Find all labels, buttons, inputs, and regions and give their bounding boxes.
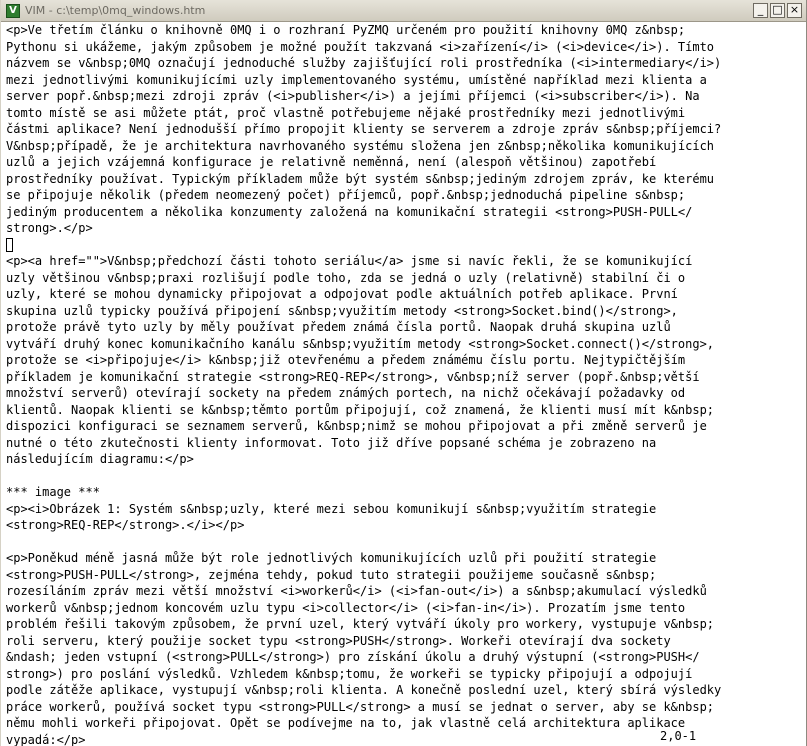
- editor-buffer[interactable]: [6, 22, 803, 746]
- close-button[interactable]: ×: [787, 3, 802, 18]
- text-cursor: [6, 238, 13, 252]
- buffer-text-bottom[interactable]: <p><a href="">V&nbsp;předchozí části tohoto seriálu</a> jsme si navíc řekli, že se komunikující uzly většinou v&nbsp;praxi rozlišují podle toho, zda se jedná o uzly (relativně) stabilní či o uzly, které se mohou dynamicky připojovat a odpojovat podle aktuálních potřeb aplikace. První skupina uzlů typicky používá připojení s&nbsp;využitím metody <strong>Socket.bind()</strong>, protože právě tyto uzly by měly používat předem známá čísla portů. Naopak druhá skupina uzlů vytváří druhý konec komunikačního kanálu s&nbsp;využitím metody <strong>Socket.connect()</strong>, protože se <i>připojuje</i> k&nbsp;již otevřenému a předem známému číslu portu. Nejtypičtějším příkladem je komunikační strategie <strong>REQ-REP</strong>, v&nbsp;níž server (popř.&nbsp;větší množství serverů) otevírají sockety na předem známých portech, na nichž očekávají požadavky od klientů. Naopak klienti se k&nbsp;těmto portům připojují, což znamená, že klienti musí mít k&nbsp; dispozici konfiguraci se seznamem serverů, k&nbsp;nimž se mohou připojovat a při změně serverů je nutné o této zkutečnosti klienty informovat. Toto již dříve popsané schéma je zobrazeno na následujícím diagramu:</p> *** image *** <p><i>Obrázek 1: Systém s&nbsp;uzly, které mezi sebou komunikují s&nbsp;využitím strategie <strong>REQ-REP</strong>.</i></p> <p>Poněkud méně jasná může být role jednotlivých komunikujících uzlů při použití strategie <strong>PUSH-PULL</strong>, zejména tehdy, pokud tuto strategii použijeme současně s&nbsp; rozesíláním zpráv mezi větší množství <i>workerů</i> (<i>fan-out</i>) a s&nbsp;akumulací výsledků workerů v&nbsp;jednom koncovém uzlu typu <i>collector</i> (<i>fan-in</i>). Prozatím jsme tento problém řešili takovým způsobem, že první uzel, který vytváří úkoly pro workery, vystupuje v&nbsp; roli serveru, který použije socket typu <strong>PUSH</strong>. Workeři otevírají dva sockety &ndash; jeden vstupní (<strong>PULL</strong>) pro získání úkolu a druhý výstupní (<strong>PUSH</ strong>) pro poslání výsledků. Vzhledem k&nbsp;tomu, že workeři se typicky připojují a odpojují podle zátěže aplikace, vystupují v&nbsp;roli klienta. A konečně poslední uzel, který sbírá výsledky práce workerů, používá socket typu <strong>PULL</strong> a musí se jednat o server, aby se k&nbsp; němu mohli workeři připojovat. Opět se podívejme na to, jak vlastně celá architektura aplikace vypadá:</p>: [6, 254, 722, 746]
- maximize-button[interactable]: □: [770, 3, 785, 18]
- vim-app-icon[interactable]: V: [6, 4, 20, 18]
- ruler-position: 2,0-1: [660, 729, 697, 743]
- title-bar[interactable]: [1, 0, 807, 22]
- minimize-button[interactable]: _: [753, 3, 768, 18]
- buffer-text-top[interactable]: <p>Ve třetím článku o knihovně 0MQ i o rozhraní PyZMQ určeném pro použití knihovny 0MQ z&nbsp; Pythonu si ukážeme, jakým způsobem je možné použít takzvaná <i>zařízení</i> (<i>device</i>). Tímto názvem se v&nbsp;0MQ označují jednoduché služby zajišťující roli prostředníka (<i>intermediary</i>) mezi jednotlivými komunikujícími uzly implementovaného systému, umístěné například mezi klienta a server popř.&nbsp;mezi zdroji zpráv (<i>publisher</i>) a jejími příjemci (<i>subscriber</i>). Na tomto místě se asi můžete ptát, proč vlastně potřebujeme nějaké prostředníky mezi jednotlivými částmi aplikace? Není jednodušší přímo propojit klienty se serverem a zdroje zpráv s&nbsp;příjemci? V&nbsp;případě, že je architektura navrhovaného systému složena jen z&nbsp;několika komunikujících uzlů a jejich vzájemná konfigurace je relativně neměnná, není (alespoň většinou) zapotřebí prostředníky používat. Typickým příkladem může být systém s&nbsp;jediným zdrojem zpráv, ke kterému se připojuje několik (předem neomezený počet) příjemců, popř.&nbsp;jednoduchá pipeline s&nbsp; jediným producentem a několika konzumenty založená na komunikační strategii <strong>PUSH-PULL</ strong>.</p>: [6, 23, 722, 235]
- cursor-line[interactable]: [6, 237, 803, 254]
- window-title: VIM - c:\temp\0mq_windows.htm: [25, 4, 206, 17]
